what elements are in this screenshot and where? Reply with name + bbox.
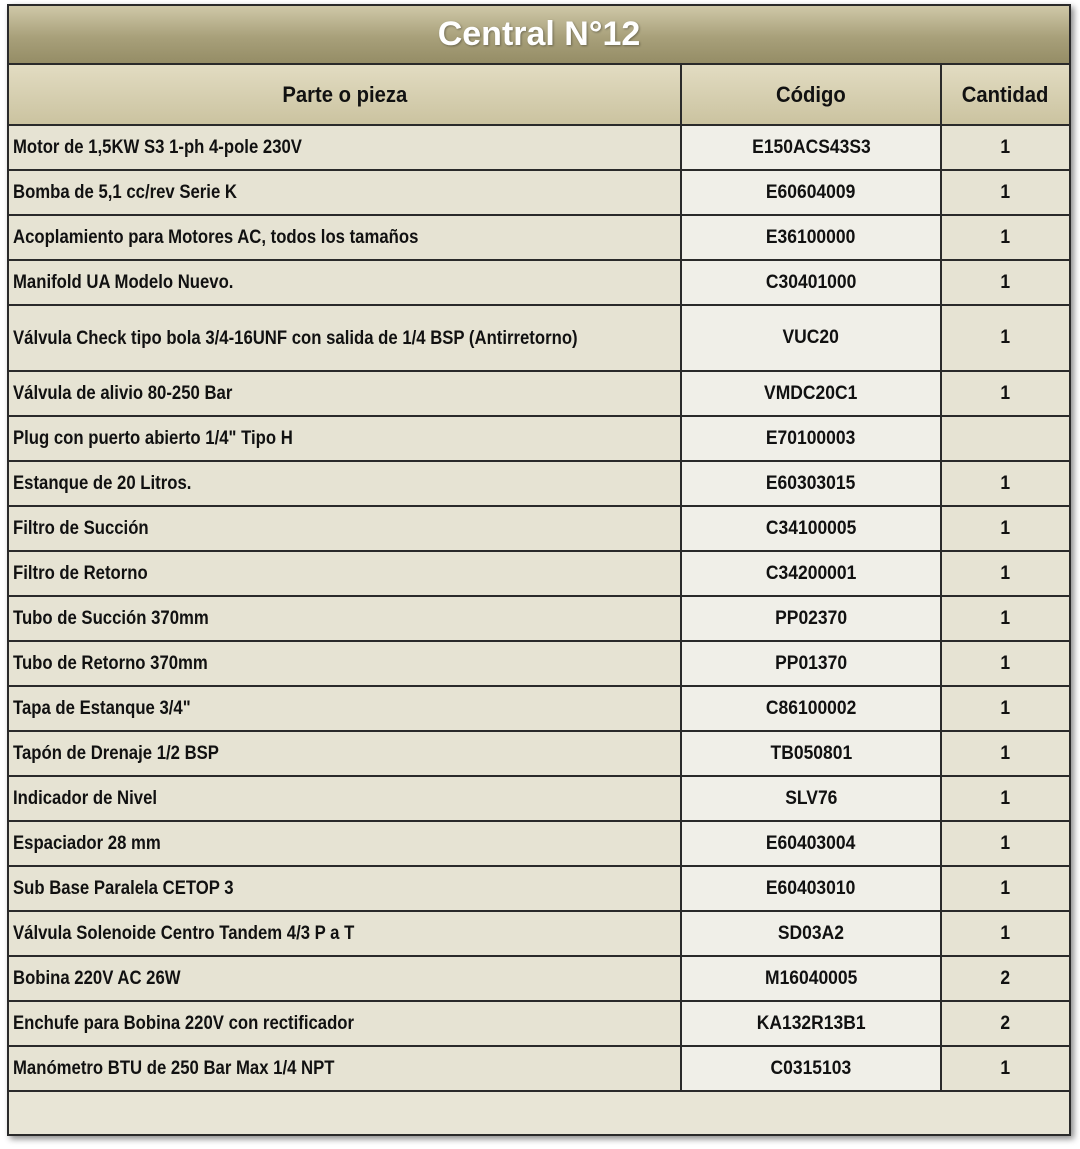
quantity-cell: [941, 215, 1069, 260]
part-cell-text: Válvula Check tipo bola 3/4-16UNF con salida de 1/4 BSP (Antirretorno): [13, 327, 578, 349]
table-row: [9, 1001, 1069, 1046]
quantity-cell: [941, 731, 1069, 776]
quantity-cell: [941, 956, 1069, 1001]
part-cell-text: Manómetro BTU de 250 Bar Max 1/4 NPT: [13, 1057, 335, 1079]
part-cell-text: Filtro de Retorno: [13, 562, 148, 584]
table-row: [9, 215, 1069, 260]
part-cell: [9, 125, 681, 170]
part-cell: [9, 305, 681, 371]
code-cell-text: KA132R13B1: [756, 1012, 866, 1034]
table-row: [9, 416, 1069, 461]
code-cell-text: C34100005: [765, 517, 857, 539]
table-row: [9, 461, 1069, 506]
table-row: [9, 305, 1069, 371]
part-cell-text: Espaciador 28 mm: [13, 832, 161, 854]
title-bar: [9, 6, 1069, 65]
code-cell: [681, 506, 941, 551]
quantity-cell: [941, 911, 1069, 956]
part-cell-text: Estanque de 20 Litros.: [13, 472, 192, 494]
part-cell: [9, 551, 681, 596]
quantity-cell-text: 1: [1000, 562, 1011, 584]
part-cell-text: Enchufe para Bobina 220V con rectificador: [13, 1012, 354, 1034]
part-cell: [9, 596, 681, 641]
quantity-cell: [941, 1046, 1069, 1091]
table-row: [9, 776, 1069, 821]
quantity-cell-text: 1: [1000, 382, 1011, 404]
code-cell: [681, 551, 941, 596]
quantity-cell-text: 1: [1000, 226, 1011, 248]
part-cell: [9, 641, 681, 686]
code-cell-text: E60403010: [766, 877, 856, 899]
code-cell-text: E70100003: [766, 427, 856, 449]
quantity-cell-text: 1: [1000, 181, 1011, 203]
code-cell: [681, 215, 941, 260]
table-row: [9, 821, 1069, 866]
parts-sheet: [7, 4, 1071, 1136]
code-cell-text: VUC20: [782, 327, 840, 348]
code-cell: [681, 686, 941, 731]
part-cell-text: Bobina 220V AC 26W: [13, 967, 181, 989]
table-row: [9, 956, 1069, 1001]
header-quantity: Cantidad: [941, 65, 1069, 125]
part-cell: [9, 821, 681, 866]
table-row: [9, 1046, 1069, 1091]
part-cell: [9, 215, 681, 260]
code-cell-text: C0315103: [770, 1057, 852, 1079]
part-cell-text: Filtro de Succión: [13, 517, 149, 539]
quantity-cell-text: 1: [1000, 832, 1011, 854]
part-cell: [9, 911, 681, 956]
code-cell: [681, 776, 941, 821]
code-cell: [681, 170, 941, 215]
quantity-cell: [941, 170, 1069, 215]
table-row: [9, 371, 1069, 416]
quantity-cell: [941, 776, 1069, 821]
quantity-cell: [941, 1001, 1069, 1046]
quantity-cell-text: 1: [1000, 787, 1011, 809]
code-cell-text: E60403004: [766, 832, 856, 854]
code-cell-text: SD03A2: [777, 922, 845, 944]
quantity-cell-text: 1: [1000, 472, 1011, 494]
code-cell: [681, 866, 941, 911]
part-cell-text: Plug con puerto abierto 1/4" Tipo H: [13, 427, 293, 449]
code-cell: [681, 1046, 941, 1091]
code-cell: [681, 1001, 941, 1046]
code-cell: [681, 911, 941, 956]
code-cell-text: C34200001: [765, 562, 857, 584]
code-cell: [681, 416, 941, 461]
code-cell-text: TB050801: [770, 742, 852, 764]
table-row: [9, 911, 1069, 956]
part-cell: [9, 260, 681, 305]
quantity-cell: [941, 371, 1069, 416]
table-row: [9, 731, 1069, 776]
code-cell: [681, 371, 941, 416]
part-cell: [9, 956, 681, 1001]
quantity-cell: [941, 506, 1069, 551]
quantity-cell-text: 1: [1000, 327, 1011, 348]
code-cell: [681, 641, 941, 686]
quantity-cell-text: 1: [1000, 652, 1011, 674]
quantity-cell-text: 1: [1000, 517, 1011, 539]
quantity-cell-text: 1: [1000, 697, 1011, 719]
part-cell-text: Manifold UA Modelo Nuevo.: [13, 271, 234, 293]
quantity-cell-text: 1: [1000, 136, 1011, 158]
code-cell: [681, 731, 941, 776]
part-cell-text: Tubo de Retorno 370mm: [13, 652, 208, 674]
part-cell: [9, 1001, 681, 1046]
code-cell-text: M16040005: [764, 967, 858, 989]
table-row: [9, 260, 1069, 305]
table-row: [9, 125, 1069, 170]
code-cell: [681, 461, 941, 506]
quantity-cell-text: 1: [1000, 271, 1011, 293]
quantity-cell: [941, 596, 1069, 641]
code-cell-text: C30401000: [765, 271, 857, 293]
part-cell: [9, 461, 681, 506]
code-cell-text: C86100002: [765, 697, 857, 719]
code-cell: [681, 125, 941, 170]
part-cell: [9, 1046, 681, 1091]
code-cell-text: PP01370: [775, 652, 847, 674]
part-cell-text: Tapa de Estanque 3/4": [13, 697, 191, 719]
table-row: [9, 686, 1069, 731]
table-row: [9, 506, 1069, 551]
table-row: [9, 170, 1069, 215]
quantity-cell: [941, 305, 1069, 371]
part-cell: [9, 506, 681, 551]
code-cell: [681, 956, 941, 1001]
quantity-cell: [941, 416, 1069, 461]
code-cell-text: SLV76: [784, 787, 838, 809]
quantity-cell: [941, 686, 1069, 731]
quantity-cell: [941, 551, 1069, 596]
header-code: Código: [681, 65, 941, 125]
part-cell: [9, 686, 681, 731]
quantity-cell: [941, 125, 1069, 170]
quantity-cell: [941, 641, 1069, 686]
part-cell-text: Tubo de Succión 370mm: [13, 607, 209, 629]
part-cell-text: Válvula Solenoide Centro Tandem 4/3 P a T: [13, 922, 355, 944]
header-part: Parte o pieza: [9, 65, 681, 125]
part-cell: [9, 170, 681, 215]
part-cell-text: Tapón de Drenaje 1/2 BSP: [13, 742, 219, 764]
part-cell-text: Indicador de Nivel: [13, 787, 158, 809]
quantity-cell-text: 1: [1000, 877, 1011, 899]
code-cell: [681, 260, 941, 305]
code-cell-text: VMDC20C1: [764, 382, 858, 404]
code-cell: [681, 305, 941, 371]
code-cell-text: E36100000: [766, 226, 856, 248]
part-cell-text: Válvula de alivio 80-250 Bar: [13, 382, 233, 404]
code-cell: [681, 596, 941, 641]
part-cell: [9, 776, 681, 821]
quantity-cell-text: 2: [1000, 1012, 1011, 1034]
part-cell-text: Sub Base Paralela CETOP 3: [13, 877, 234, 899]
page-title: Central N°12: [437, 15, 641, 53]
part-cell-text: Motor de 1,5KW S3 1-ph 4-pole 230V: [13, 136, 302, 158]
quantity-cell-text: 1: [1000, 607, 1011, 629]
quantity-cell-text: 1: [1000, 742, 1011, 764]
part-cell: [9, 371, 681, 416]
quantity-cell-text: 1: [1000, 922, 1011, 944]
part-cell: [9, 731, 681, 776]
quantity-cell-text: 2: [1000, 967, 1011, 989]
part-cell: [9, 416, 681, 461]
code-cell: [681, 821, 941, 866]
table-row: [9, 551, 1069, 596]
part-cell: [9, 866, 681, 911]
quantity-cell: [941, 461, 1069, 506]
code-cell-text: E60303015: [766, 472, 856, 494]
code-cell-text: E60604009: [766, 181, 856, 203]
quantity-cell: [941, 821, 1069, 866]
code-cell-text: E150ACS43S3: [751, 136, 871, 158]
table-row: [9, 641, 1069, 686]
part-cell-text: Bomba de 5,1 cc/rev Serie K: [13, 181, 237, 203]
quantity-cell-text: 1: [1000, 1057, 1011, 1079]
table-row: [9, 866, 1069, 911]
table-row: [9, 596, 1069, 641]
code-cell-text: PP02370: [775, 607, 847, 629]
quantity-cell: [941, 866, 1069, 911]
header-row: [9, 65, 1069, 125]
parts-table: [9, 65, 1069, 1092]
quantity-cell: [941, 260, 1069, 305]
part-cell-text: Acoplamiento para Motores AC, todos los tamaños: [13, 226, 419, 248]
